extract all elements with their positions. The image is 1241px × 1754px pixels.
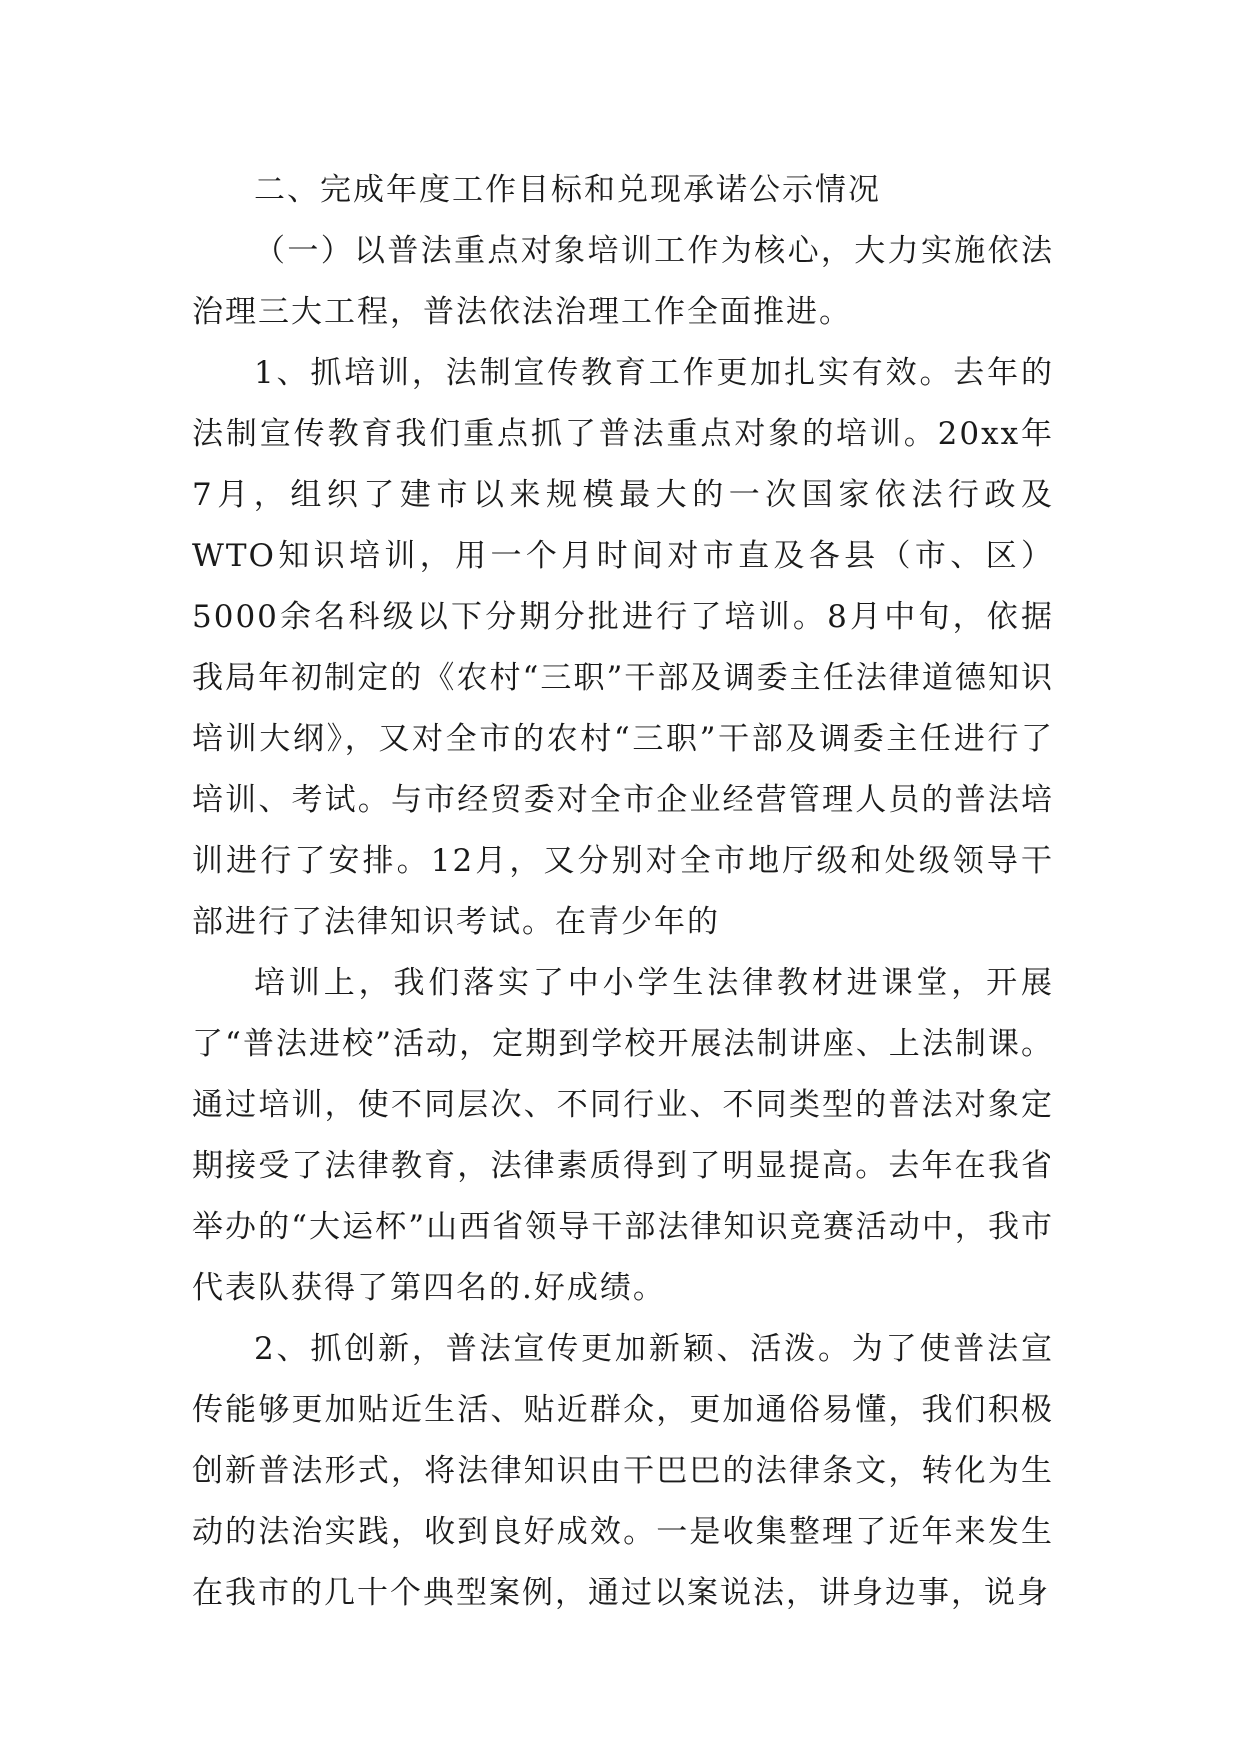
document-page — [192, 160, 1054, 1624]
section-heading: 二、完成年度工作目标和兑现承诺公示情况 — [254, 172, 881, 208]
subsection-heading: （一）以普法重点对象培训工作为核心，大力实施依法治理三大工程，普法依法治理工作全面推进。 — [192, 233, 1054, 330]
paragraph-training: 1、抓培训，法制宣传教育工作更加扎实有效。去年的法制宣传教育我们重点抓了普法重点对象的培训。20xx年7月，组织了建市以来规模最大的一次国家依法行政及WTO知识培训，用一个月时间对市直及各县（市、区）5000余名科级以下分期分批进行了培训。8月中旬，依据我局年初制定的《农村“三职”干部及调委主任法律道德知识培训大纲》，又对全市的农村“三职”干部及调委主任进行了培训、考试。与市经贸委对全市企业经营管理人员的普法培训进行了安排。12月，又分别对全市地厅级和处级领导干部进行了法律知识考试。在青少年的 — [192, 355, 1054, 940]
paragraph-innovation: 2、抓创新，普法宣传更加新颖、活泼。为了使普法宣传能够更加贴近生活、贴近群众，更加通俗易懂，我们积极创新普法形式，将法律知识由干巴巴的法律条文，转化为生动的法治实践，收到良好成效。一是收集整理了近年来发生在我市的几十个典型案例，通过以案说法，讲身边事，说身 — [192, 1331, 1054, 1611]
paragraph-training-continued: 培训上，我们落实了中小学生法律教材进课堂，开展了“普法进校”活动，定期到学校开展法制讲座、上法制课。通过培训，使不同层次、不同行业、不同类型的普法对象定期接受了法律教育，法律素质得到了明显提高。去年在我省举办的“大运杯”山西省领导干部法律知识竞赛活动中，我市代表队获得了第四名的.好成绩。 — [192, 965, 1054, 1306]
